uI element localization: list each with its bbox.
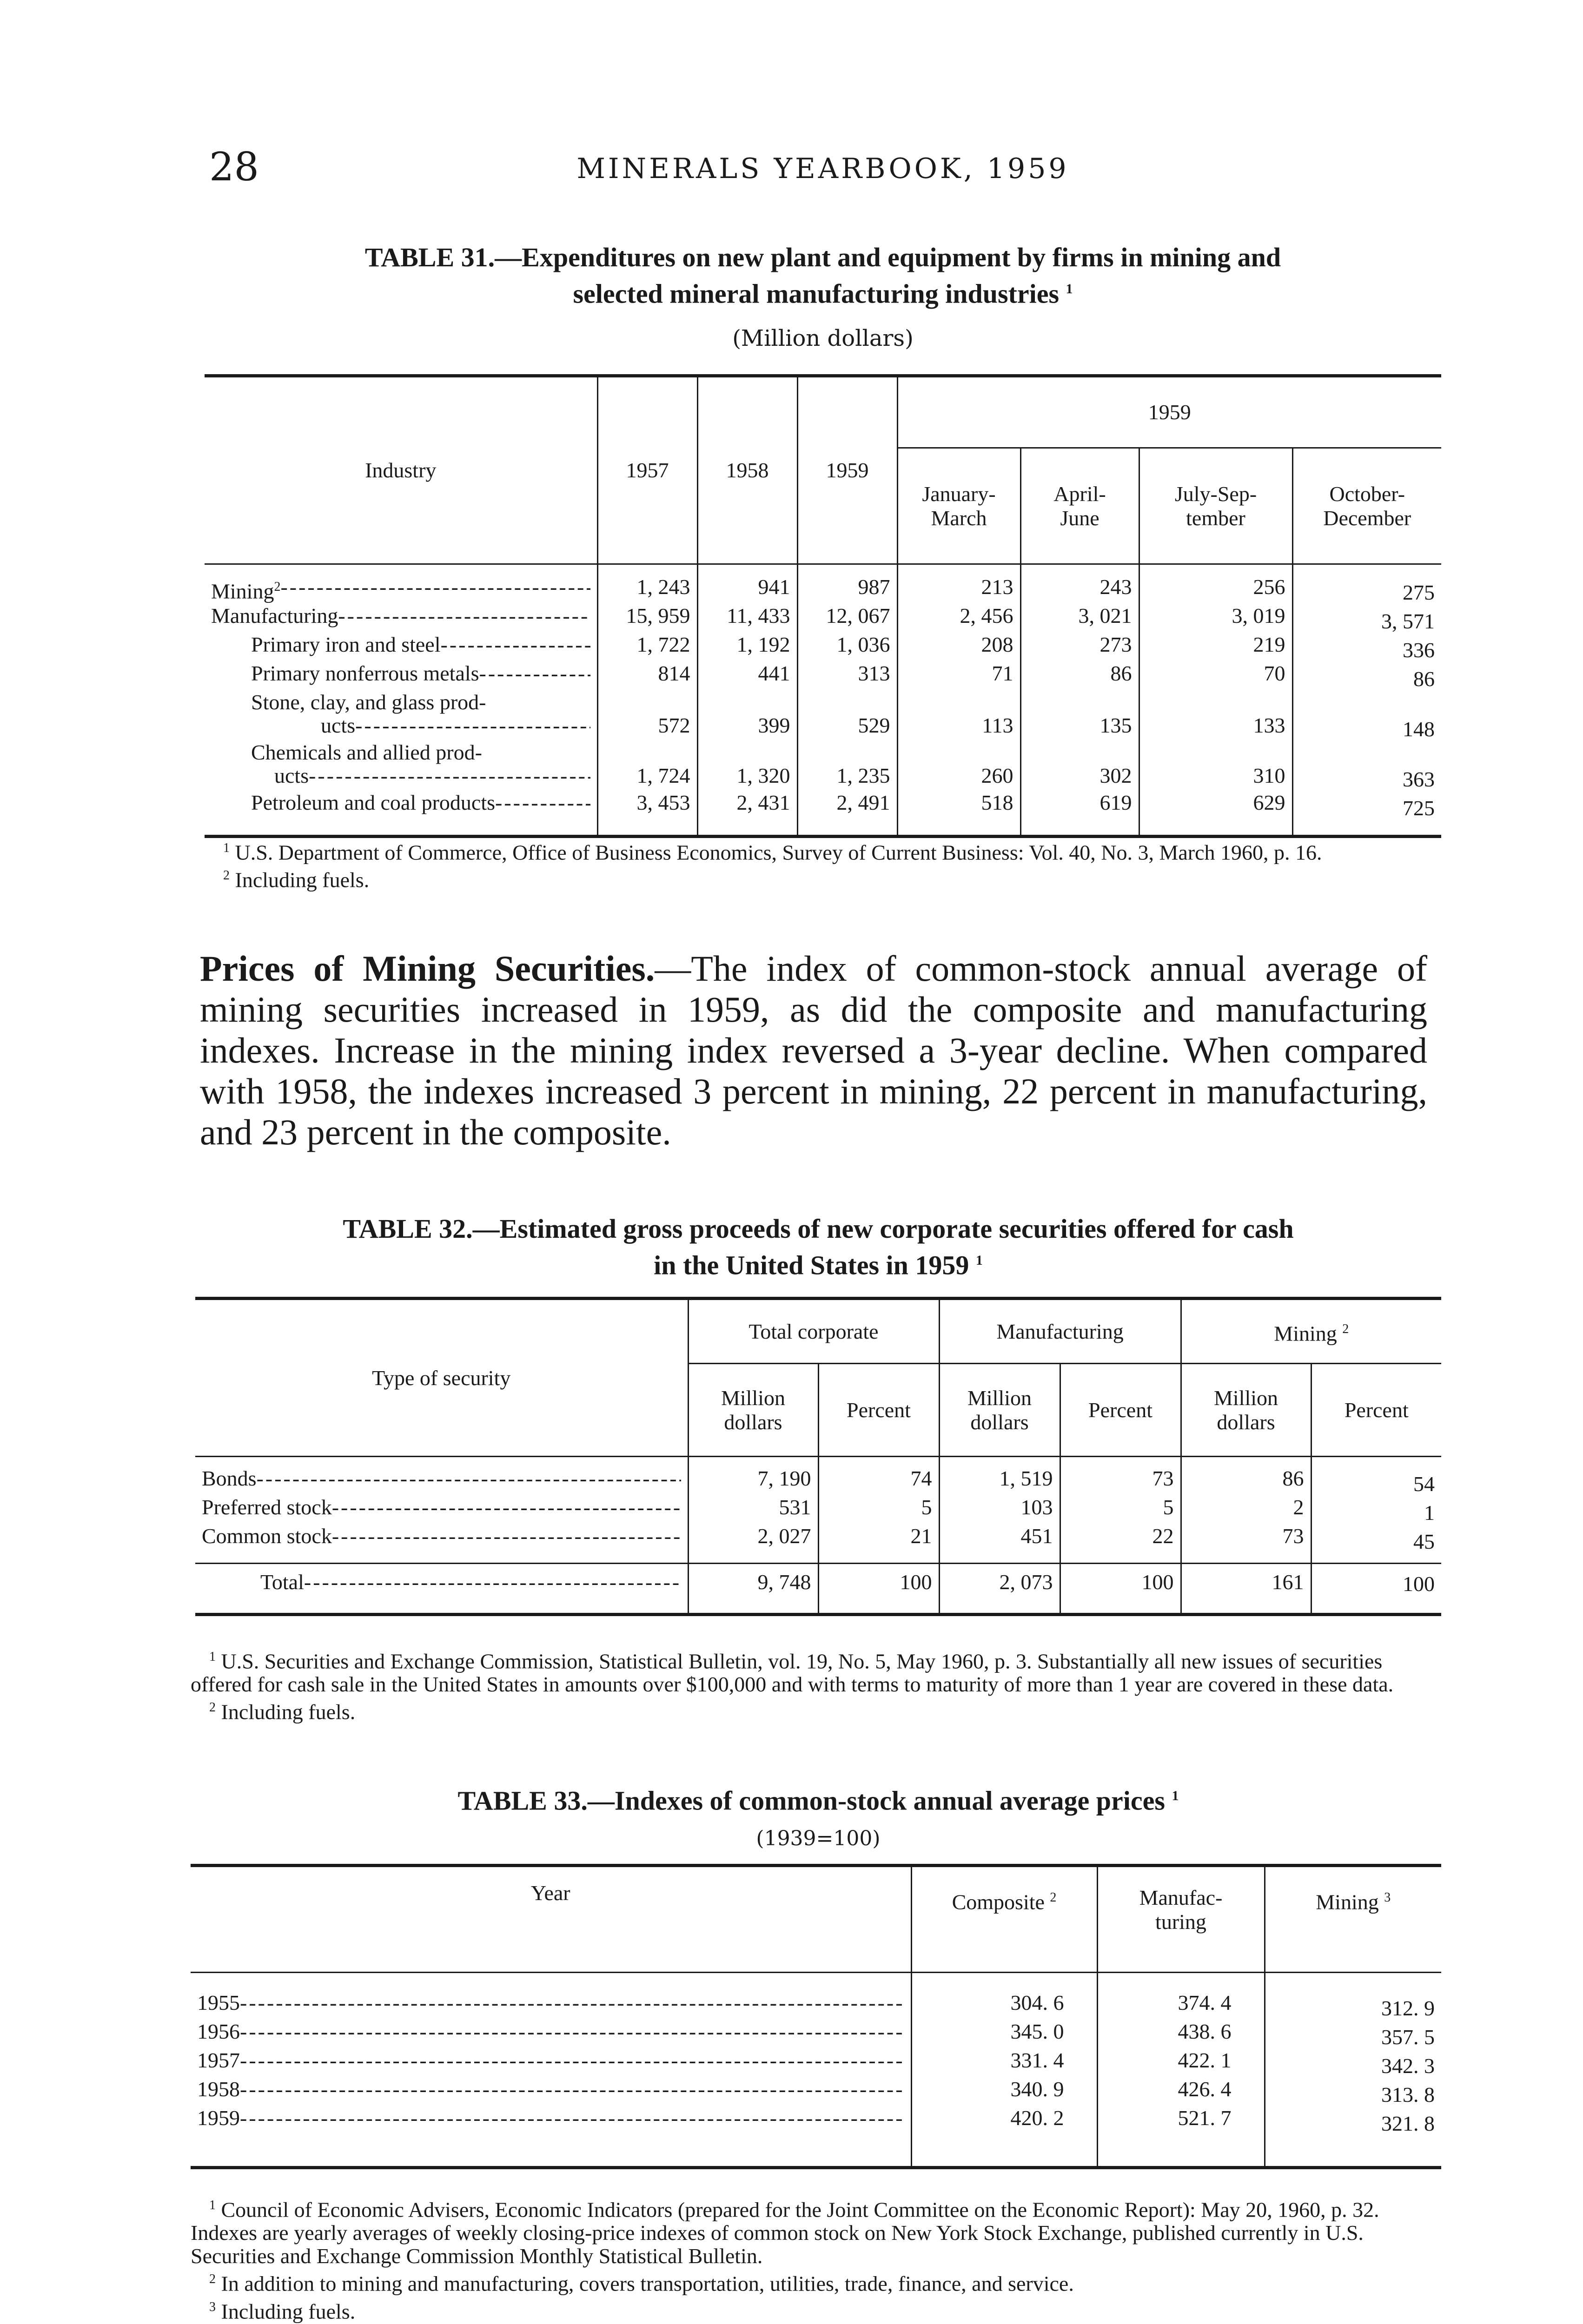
table32 [195,1297,1441,1616]
table-row: Preferred stock ----- 531 5 103 5 2 1 [195,1496,1441,1525]
table-row-total: Total ----- 9, 748 100 2, 073 100 161 100 [195,1564,1441,1596]
page-header [205,144,1441,200]
table33-caption: TABLE 33.—Indexes of common-stock annual average prices $^1$ [457,1785,1179,1816]
col-mining: Mining $^2$ [1181,1299,1441,1364]
col-1957: 1957 [597,376,697,564]
col-mining: Mining $^3$ [1265,1866,1441,1973]
table31 [205,374,1441,838]
col-jan-mar: January- March [897,448,1020,564]
table-row: Manufacturing ----- 15, 959 11, 433 12, 067 2, 456 3, 021 3, 019 3, 571 [205,604,1441,633]
col-percent: Percent [818,1364,939,1457]
table-row: Primary nonferrous metals ----- 814 441 313 71 86 70 86 [205,662,1441,691]
col-year: Year [191,1866,911,1973]
table-row: Common stock ----- 2, 027 21 451 22 73 45 [195,1525,1441,1553]
table33 [191,1864,1441,2169]
col-manufacturing: Manufac- turing [1097,1866,1265,1973]
col-1959: 1959 [797,376,897,564]
table32-caption: TABLE 32.—Estimated gross proceeds of new corporate securities offered for cash in the United States in 1959 $^1$ [343,1214,1294,1281]
table-row: Bonds ----- 7, 190 74 1, 519 73 86 54 [195,1467,1441,1496]
col-type-of-security: Type of security [195,1299,688,1457]
paragraph-heading: Prices of Mining Securities. [200,948,655,989]
table-row: Primary iron and steel ----- 1, 722 1, 192 1, 036 208 273 219 336 [205,633,1441,662]
table-row: Stone, clay, and glass prod- ucts ----- 572 399 529 113 135 133 148 [205,691,1441,741]
col-1958: 1958 [697,376,797,564]
page-number: 28 [209,144,259,190]
col-group-1959: 1959 [897,376,1441,448]
running-title: MINERALS YEARBOOK, 1959 [576,152,1069,185]
col-composite: Composite $^2$ [911,1866,1097,1973]
table31-footnotes: $^1$ U.S. Department of Commerce, Office of Business Economics, Survey of Current Business: Vol. 40, No. 3, March 1960, p. 16. $^2$ Including fuels. [223,840,1322,892]
col-jul-sep: July-Sep- tember [1139,448,1292,564]
table-row: Mining$^2$ ----- 1, 243 941 987 213 243 256 275 [205,575,1441,604]
col-apr-jun: April- June [1020,448,1139,564]
col-percent: Percent [1311,1364,1441,1457]
col-total-corporate: Total corporate [688,1299,939,1364]
col-manufacturing: Manufacturing [939,1299,1181,1364]
col-oct-dec: October- December [1292,448,1441,564]
table31-caption: TABLE 31.—Expenditures on new plant and equipment by firms in mining and selected mineral manufacturing industries $^1$ [364,242,1281,309]
table-row: Petroleum and coal products ----- 3, 453 2, 431 2, 491 518 619 629 725 [205,791,1441,820]
table-row: 1956 ----- 345. 0 438. 6 357. 5 [191,2020,1441,2049]
body-paragraph: Prices of Mining Securities.—The index of common-stock annual average of mining securities increased in 1959, as did the composite and manufacturing indexes. Increase in the mining index reversed a 3-year decline. When compared with 1958, the indexes increased 3 percent in mining, 22 percent in manufacturing, and 23 percent in the composite. [200,948,1427,1152]
table-row: 1957 ----- 331. 4 422. 1 342. 3 [191,2049,1441,2078]
table31-unit: (Million dollars) [732,325,914,351]
table33-footnotes: $^1$ Council of Economic Advisers, Economic Indicators (prepared for the Joint Committee on the Economic Report): May 20, 1960, p. 32. Indexes are yearly averages of weekly closing-price indexes of common stock on New York Stock Exchange, published currently in U.S. Securities and Exchange Commission Monthly Statistical Bulletin. $^2$ In addition to mining and manufacturing, covers transportation, utilities, trade, finance, and service. $^3$ Including fuels. [191,2198,1379,2323]
col-industry: Industry [205,376,597,564]
table-row: 1958 ----- 340. 9 426. 4 313. 8 [191,2078,1441,2106]
table-row: 1959 ----- 420. 2 521. 7 321. 8 [191,2106,1441,2135]
table32-footnotes: $^1$ U.S. Securities and Exchange Commission, Statistical Bulletin, vol. 19, No. 5, May 1960, p. 3. Substantially all new issues of securities offered for cash sale in the United States in amounts over $100,000 and with terms to maturity of more than 1 year are covered in these data. $^2$ Including fuels. [191,1649,1394,1724]
col-million-dollars: Million dollars [688,1364,818,1457]
table-row: 1955 ----- 304. 6 374. 4 312. 9 [191,1991,1441,2020]
table33-unit: (1939=100) [756,1827,881,1850]
table-row: Chemicals and allied prod- ucts ----- 1, 724 1, 320 1, 235 260 302 310 363 [205,741,1441,791]
col-percent: Percent [1060,1364,1181,1457]
col-million-dollars: Million dollars [1181,1364,1311,1457]
col-million-dollars: Million dollars [939,1364,1060,1457]
